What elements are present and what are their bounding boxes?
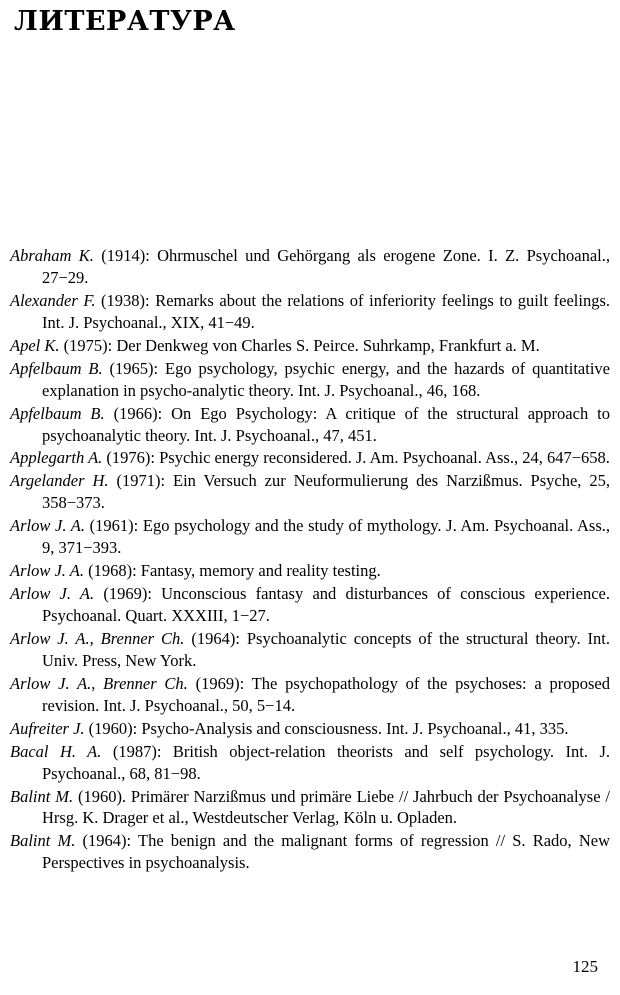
reference-text: (1960). Primärer Narzißmus und primäre Liebe // Jahrbuch der Psychoanalyse / Hrsg. K. Drager et al., Westdeutscher Verlag, Köln u. Opladen.: [42, 786, 610, 828]
reference-author: Balint M.: [10, 831, 76, 851]
reference-entry: [10, 245, 610, 289]
reference-text: (1938): Remarks about the relations of inferiority feelings to guilt feelings. Int. J. Psychoanal., XIX, 41−49.: [42, 290, 610, 332]
reference-author: Aufreiter J.: [10, 718, 85, 738]
reference-author: Arlow J. A.: [10, 561, 84, 581]
reference-author: Apfelbaum B.: [10, 403, 105, 423]
reference-author: Abraham K.: [10, 246, 94, 265]
reference-text: (1965): Ego psychology, psychic energy, and the hazards of quantitative explanation in psycho-analytic theory. Int. J. Psychoanal., 46, 168.: [42, 358, 610, 400]
reference-entry: [10, 358, 610, 402]
reference-entry: [10, 583, 610, 627]
reference-text: (1975): Der Denkweg von Charles S. Peirce. Suhrkamp, Frankfurt a. M.: [59, 335, 540, 355]
reference-author: Apfelbaum B.: [10, 358, 103, 378]
reference-text: (1987): British object-relation theorists and self psychology. Int. J. Psychoanal., 68, 81−98.: [42, 741, 610, 783]
reference-text: (1976): Psychic energy reconsidered. J. Am. Psychoanal. Ass., 24, 647−658.: [102, 448, 610, 468]
reference-text: (1960): Psycho-Analysis and consciousness. Int. J. Psychoanal., 41, 335.: [84, 718, 569, 738]
reference-author: Alexander F.: [10, 290, 96, 310]
reference-entry: [10, 403, 610, 447]
reference-author: Balint M.: [10, 786, 74, 806]
reference-author: Arlow J. A.: [10, 516, 85, 536]
reference-text: (1969): The psychopathology of the psychoses: a proposed revision. Int. J. Psychoanal., 50, 5−14.: [42, 673, 610, 715]
bibliography-list: [10, 245, 610, 875]
reference-entry: [10, 560, 610, 582]
reference-entry: [10, 741, 610, 785]
reference-text: (1964): The benign and the malignant forms of regression // S. Rado, New Perspectives in psychoanalysis.: [42, 831, 610, 873]
reference-author: Arlow J. A., Brenner Ch.: [10, 628, 185, 648]
reference-author: Arlow J. A., Brenner Ch.: [10, 673, 188, 693]
reference-text: (1961): Ego psychology and the study of mythology. J. Am. Psychoanal. Ass., 9, 371−393.: [42, 516, 610, 558]
reference-author: Argelander H.: [10, 471, 109, 491]
reference-entry: [10, 786, 610, 830]
page-number: 125: [572, 957, 598, 976]
reference-text: (1971): Ein Versuch zur Neuformulierung des Narzißmus. Psyche, 25, 358−373.: [42, 471, 610, 513]
reference-entry: [10, 470, 610, 514]
reference-entry: [10, 673, 610, 717]
reference-entry: [10, 447, 610, 469]
reference-author: Apel K.: [10, 335, 60, 355]
page-title: ЛИТЕРАТУРА: [14, 6, 236, 37]
reference-text: (1968): Fantasy, memory and reality testing.: [83, 561, 381, 581]
reference-text: (1964): Psychoanalytic concepts of the structural theory. Int. Univ. Press, New York.: [42, 628, 610, 670]
reference-text: (1966): On Ego Psychology: A critique of the structural approach to psychoanalytic theory. Int. J. Psychoanal., 47, 451.: [42, 403, 610, 445]
reference-entry: [10, 335, 610, 357]
reference-author: Applegarth A.: [10, 448, 103, 468]
reference-author: Bacal H. A.: [10, 741, 102, 761]
reference-entry: [10, 515, 610, 559]
reference-entry: [10, 718, 610, 740]
reference-text: (1969): Unconscious fantasy and disturbances of conscious experience. Psychoanal. Quart. XXXIII, 1−27.: [42, 584, 610, 625]
reference-entry: [10, 628, 610, 672]
reference-entry: [10, 830, 610, 874]
reference-author: Arlow J. A.: [10, 584, 95, 604]
reference-entry: [10, 290, 610, 334]
reference-text: (1914): Ohrmuschel und Gehörgang als erogene Zone. I. Z. Psychoanal., 27−29.: [42, 246, 611, 287]
